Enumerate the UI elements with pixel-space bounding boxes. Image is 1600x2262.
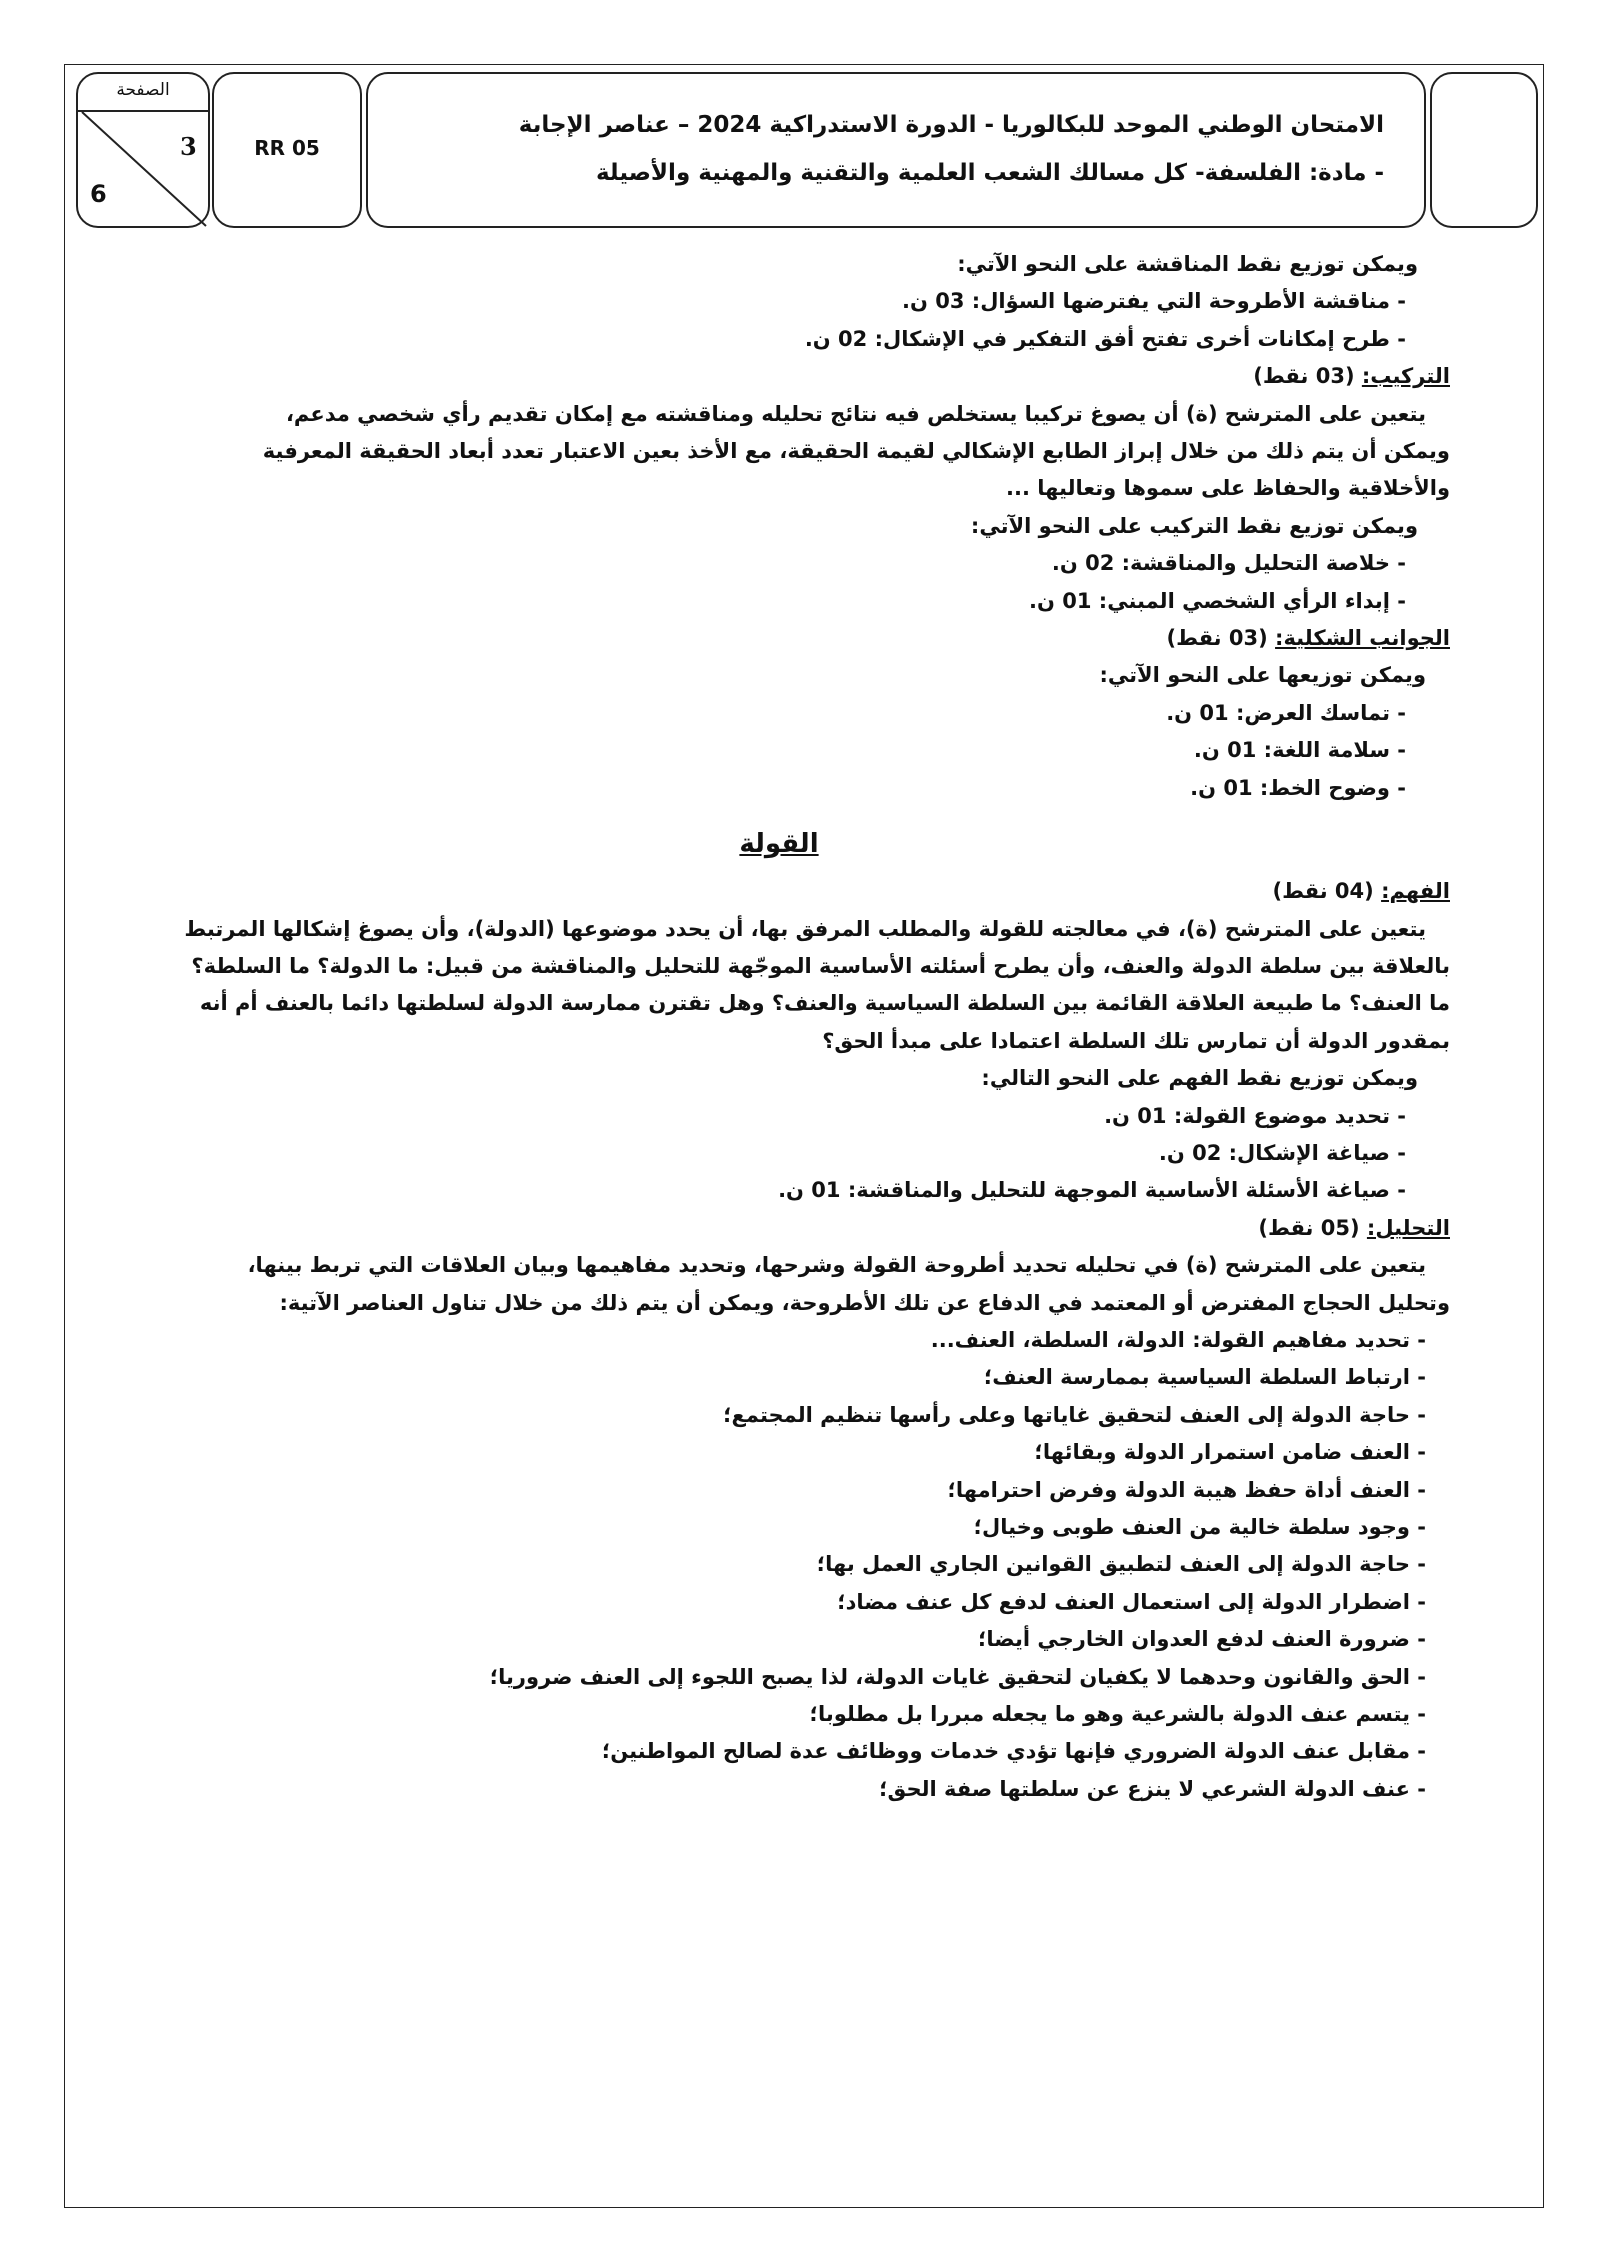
logo-box bbox=[1430, 72, 1538, 228]
section-heading-understanding bbox=[108, 873, 1450, 910]
list-item: - خلاصة التحليل والمناقشة: 02 ن. bbox=[1051, 551, 1406, 576]
synthesis-intro: ويمكن توزيع نقط التركيب على النحو الآتي: bbox=[970, 513, 1418, 538]
answer-content bbox=[108, 246, 1450, 1808]
paragraph-line: بمقدور الدولة أن تمارس تلك السلطة اعتمادا على مبدأ الحق؟ bbox=[822, 1028, 1450, 1053]
section-heading-formal bbox=[108, 620, 1450, 657]
list-item: - تحديد موضوع القولة: 01 ن. bbox=[1104, 1103, 1406, 1128]
section-heading-analysis bbox=[108, 1210, 1450, 1247]
page-label: الصفحة bbox=[116, 80, 170, 100]
formal-intro: ويمكن توزيعها على النحو الآتي: bbox=[1099, 663, 1426, 688]
list-item: - يتسم عنف الدولة بالشرعية وهو ما يجعله مبررا بل مطلوبا؛ bbox=[809, 1702, 1426, 1727]
heading-points: (04 نقط) bbox=[1272, 879, 1374, 904]
page-total: 6 bbox=[90, 180, 107, 208]
exam-code: RR 05 bbox=[254, 136, 320, 160]
list-item: - مقابل عنف الدولة الضروري فإنها تؤدي خدمات ووظائف عدة لصالح المواطنين؛ bbox=[601, 1739, 1426, 1764]
diagonal-divider bbox=[78, 110, 212, 230]
list-item: - مناقشة الأطروحة التي يفترضها السؤال: 03 ن. bbox=[902, 289, 1406, 314]
list-item: - صياغة الأسئلة الأساسية الموجهة للتحليل والمناقشة: 01 ن. bbox=[778, 1178, 1406, 1203]
paragraph-line: وتحليل الحجاج المفترض أو المعتمد في الدفاع عن تلك الأطروحة، ويمكن أن يتم ذلك من خلال تناول العناصر الآتية: bbox=[279, 1290, 1450, 1315]
list-item: - اضطرار الدولة إلى استعمال العنف لدفع كل عنف مضاد؛ bbox=[837, 1589, 1426, 1614]
list-item: - عنف الدولة الشرعي لا ينزع عن سلطتها صفة الحق؛ bbox=[879, 1776, 1426, 1801]
list-item: - طرح إمكانات أخرى تفتح أفق التفكير في الإشكال: 02 ن. bbox=[804, 326, 1406, 351]
list-item: - إبداء الرأي الشخصي المبني: 01 ن. bbox=[1029, 588, 1406, 613]
exam-subject: - مادة: الفلسفة- كل مسالك الشعب العلمية والتقنية والمهنية والأصيلة bbox=[595, 160, 1384, 186]
paragraph-line: ويمكن أن يتم ذلك من خلال إبراز الطابع الإشكالي لقيمة الحقيقة، مع الأخذ بعين الاعتبار تعدد أبعاد الحقيقة المعرفية bbox=[262, 439, 1450, 464]
exam-code-box bbox=[212, 72, 362, 228]
exam-title: الامتحان الوطني الموحد للبكالوريا - الدورة الاستدراكية 2024 – عناصر الإجابة bbox=[518, 112, 1384, 138]
list-item: - ارتباط السلطة السياسية بممارسة العنف؛ bbox=[983, 1365, 1426, 1390]
heading-label: التحليل: bbox=[1366, 1215, 1450, 1240]
list-item: - وجود سلطة خالية من العنف طوبى وخيال؛ bbox=[973, 1515, 1426, 1539]
list-item: - تحديد مفاهيم القولة: الدولة، السلطة، العنف... bbox=[930, 1327, 1426, 1352]
paragraph-line: والأخلاقية والحفاظ على سموها وتعاليها ... bbox=[1006, 476, 1450, 501]
paragraph-line: يتعين على المترشح (ة) أن يصوغ تركيبا يستخلص فيه نتائج تحليله ومناقشته مع إمكان تقديم رأي شخصي مدعم، bbox=[285, 401, 1426, 426]
exam-title-box bbox=[366, 72, 1426, 228]
paragraph-line: ما العنف؟ ما طبيعة العلاقة القائمة بين السلطة السياسية والعنف؟ وهل تقترن ممارسة الدولة لسلطتها دائما بالعنف أم أنه bbox=[199, 991, 1450, 1016]
list-item: - صياغة الإشكال: 02 ن. bbox=[1158, 1140, 1406, 1165]
list-item: - العنف أداة حفظ هيبة الدولة وفرض احترامها؛ bbox=[947, 1477, 1426, 1502]
list-item: - وضوح الخط: 01 ن. bbox=[1190, 775, 1406, 800]
list-item: - ضرورة العنف لدفع العدوان الخارجي أيضا؛ bbox=[978, 1627, 1426, 1652]
discussion-intro: ويمكن توزيع نقط المناقشة على النحو الآتي: bbox=[957, 252, 1418, 276]
heading-points: (05 نقط) bbox=[1258, 1215, 1360, 1240]
list-item: - العنف ضامن استمرار الدولة وبقائها؛ bbox=[1034, 1440, 1426, 1465]
paragraph-line: يتعين على المترشح (ة)، في معالجته للقولة والمطلب المرفق بها، أن يحدد موضوعها (الدولة)، وأن يصوغ إشكالها المرتبط bbox=[184, 916, 1426, 941]
list-item: - حاجة الدولة إلى العنف لتطبيق القوانين الجاري العمل بها؛ bbox=[816, 1552, 1426, 1577]
list-item: - تماسك العرض: 01 ن. bbox=[1166, 700, 1406, 725]
heading-label: التركيب: bbox=[1361, 364, 1450, 389]
list-item: - الحق والقانون وحدهما لا يكفيان لتحقيق غايات الدولة، لذا يصبح اللجوء إلى العنف ضروريا؛ bbox=[489, 1664, 1426, 1689]
paragraph-line: يتعين على المترشح (ة) في تحليله تحديد أطروحة القولة وشرحها، وتحديد مفاهيمها وبيان العلاقات التي تربط بينها، bbox=[247, 1253, 1426, 1278]
heading-points: (03 نقط) bbox=[1166, 626, 1268, 651]
list-item: - سلامة اللغة: 01 ن. bbox=[1193, 738, 1406, 763]
list-item: - حاجة الدولة إلى العنف لتحقيق غاياتها وعلى رأسها تنظيم المجتمع؛ bbox=[723, 1402, 1426, 1427]
quote-title: القولة bbox=[739, 829, 819, 860]
section-heading-synthesis bbox=[108, 358, 1450, 395]
paragraph-line: بالعلاقة بين سلطة الدولة والعنف، وأن يطرح أسئلته الأساسية الموجّهة للتحليل والمناقشة من قبيل: ما الدولة؟ ما السلطة؟ bbox=[191, 953, 1450, 978]
heading-label: الفهم: bbox=[1381, 879, 1450, 904]
understanding-intro: ويمكن توزيع نقط الفهم على النحو التالي: bbox=[981, 1066, 1418, 1091]
heading-points: (03 نقط) bbox=[1253, 364, 1355, 389]
page-number-box bbox=[76, 72, 210, 228]
page-number: 3 bbox=[180, 132, 197, 161]
heading-label: الجوانب الشكلية: bbox=[1275, 626, 1450, 651]
